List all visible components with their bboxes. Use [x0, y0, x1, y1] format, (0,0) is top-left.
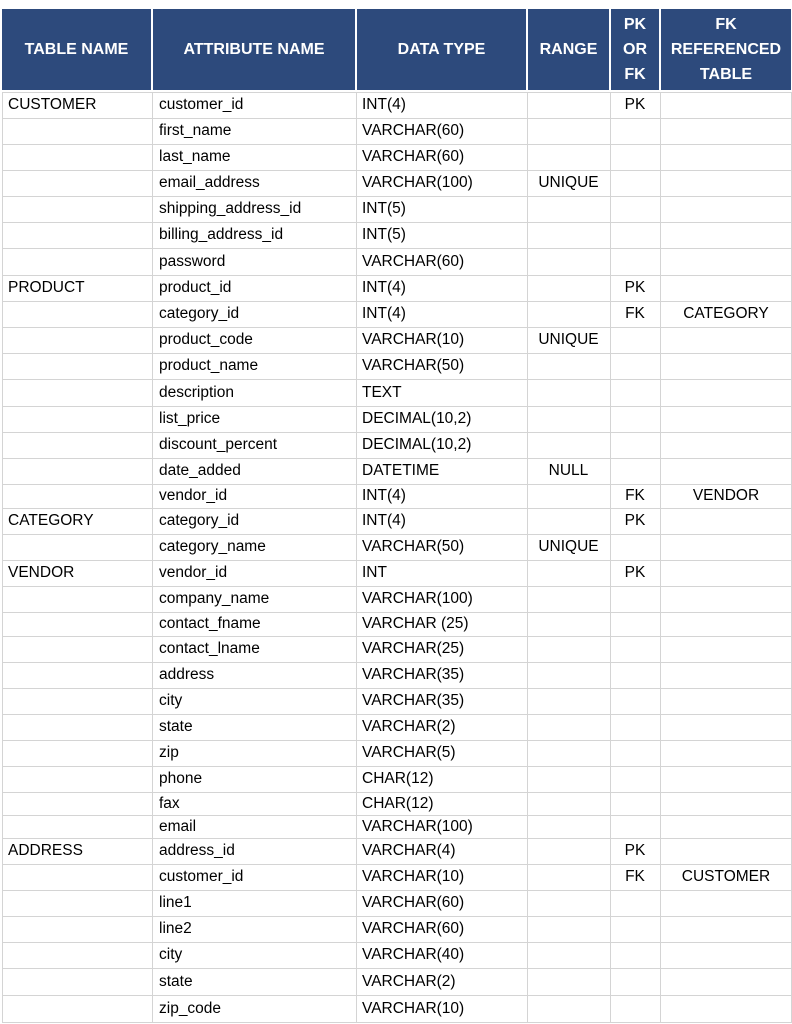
data-type-cell: CHAR(12)	[362, 794, 434, 812]
range-cell: UNIQUE	[538, 174, 599, 191]
attribute-cell: product_code	[159, 331, 253, 348]
header-line: RANGE	[539, 41, 598, 58]
header-line: TABLE NAME	[24, 41, 129, 58]
attribute-cell: phone	[159, 770, 203, 787]
grid-hline	[2, 942, 792, 943]
data-type-cell: VARCHAR(2)	[362, 718, 456, 735]
header-range	[528, 9, 609, 90]
grid-hline	[2, 890, 792, 891]
header-line: ATTRIBUTE NAME	[183, 41, 325, 58]
attribute-cell: category_id	[159, 305, 240, 322]
attribute-cell: line2	[159, 920, 192, 937]
attribute-cell: zip	[159, 744, 179, 761]
data-type-cell: VARCHAR(100)	[362, 590, 473, 607]
table-name-cell: ADDRESS	[8, 842, 83, 859]
attribute-cell: category_id	[159, 512, 240, 529]
data-type-cell: CHAR(12)	[362, 770, 434, 787]
attribute-cell: contact_fname	[159, 615, 261, 632]
attribute-cell: product_name	[159, 357, 259, 374]
data-type-cell: VARCHAR(60)	[362, 252, 465, 270]
grid-hline	[2, 301, 792, 302]
pk-fk-cell: FK	[625, 868, 645, 885]
pk-fk-cell: PK	[624, 279, 646, 296]
table-name-cell: CUSTOMER	[8, 96, 97, 113]
attribute-cell: line1	[159, 894, 192, 911]
attribute-cell: state	[159, 972, 193, 990]
grid-hline	[2, 838, 792, 839]
header-line: OR	[623, 41, 647, 58]
grid-hline	[2, 792, 792, 793]
table-name-cell: VENDOR	[8, 564, 75, 581]
pk-fk-cell: PK	[624, 512, 646, 529]
attribute-cell: vendor_id	[159, 487, 228, 504]
attribute-cell: city	[159, 946, 183, 963]
attribute-cell: password	[159, 252, 226, 270]
attribute-cell: contact_lname	[159, 640, 260, 657]
attribute-cell: date_added	[159, 462, 241, 479]
fk-ref-cell: VENDOR	[692, 487, 760, 504]
attribute-cell: zip_code	[159, 999, 222, 1017]
grid-hline	[2, 714, 792, 715]
data-type-cell: VARCHAR(10)	[362, 999, 465, 1017]
grid-hline	[2, 508, 792, 509]
grid-hline	[2, 222, 792, 223]
table-name-cell: PRODUCT	[8, 279, 85, 296]
data-type-cell: VARCHAR(50)	[362, 357, 465, 374]
fk-ref-cell: CUSTOMER	[681, 868, 771, 885]
grid-vline	[2, 92, 3, 1022]
pk-fk-cell: PK	[624, 96, 646, 113]
header-line: FK	[624, 66, 646, 83]
data-type-cell: INT(5)	[362, 226, 406, 243]
grid-hline	[2, 432, 792, 433]
pk-fk-cell: FK	[625, 305, 645, 322]
data-type-cell: VARCHAR (25)	[362, 615, 469, 632]
pk-fk-cell: PK	[624, 564, 646, 581]
attribute-cell: address_id	[159, 842, 235, 859]
grid-hline	[2, 815, 792, 816]
data-type-cell: VARCHAR(5)	[362, 744, 456, 761]
data-type-cell: DECIMAL(10,2)	[362, 436, 472, 453]
grid-hline	[2, 406, 792, 407]
attribute-cell: customer_id	[159, 868, 244, 885]
range-cell: NULL	[548, 462, 589, 479]
data-type-cell: INT(4)	[362, 487, 406, 504]
grid-hline	[2, 170, 792, 171]
header-line: TABLE	[699, 66, 753, 83]
data-type-cell: VARCHAR(2)	[362, 972, 456, 990]
grid-hline	[2, 968, 792, 969]
attribute-cell: email_address	[159, 174, 260, 191]
data-type-cell: INT(4)	[362, 279, 406, 296]
grid-hline	[2, 560, 792, 561]
attribute-cell: category_name	[159, 538, 266, 555]
grid-hline	[2, 534, 792, 535]
data-type-cell: VARCHAR(40)	[362, 946, 465, 963]
attribute-cell: customer_id	[159, 96, 244, 113]
header-line: PK	[623, 16, 647, 33]
grid-hline	[2, 144, 792, 145]
fk-ref-cell: CATEGORY	[683, 305, 769, 322]
attribute-cell: company_name	[159, 590, 270, 607]
grid-hline	[2, 636, 792, 637]
data-type-cell: INT	[362, 564, 387, 581]
grid-hline	[2, 916, 792, 917]
data-type-cell: INT(5)	[362, 200, 406, 217]
header-line: FK	[715, 16, 737, 33]
data-type-cell: VARCHAR(50)	[362, 538, 465, 555]
attribute-cell: address	[159, 666, 215, 683]
grid-hline	[2, 458, 792, 459]
grid-vline	[152, 92, 153, 1022]
data-type-cell: VARCHAR(60)	[362, 122, 465, 139]
data-type-cell: DATETIME	[362, 462, 440, 479]
header-pkfk	[611, 9, 659, 90]
header-attr	[153, 9, 355, 90]
attribute-cell: fax	[159, 794, 180, 812]
data-type-cell: VARCHAR(35)	[362, 666, 465, 683]
grid-hline	[2, 353, 792, 354]
pk-fk-cell: PK	[624, 842, 646, 859]
range-cell: UNIQUE	[538, 331, 599, 348]
data-type-cell: TEXT	[362, 383, 402, 401]
grid-hline	[2, 688, 792, 689]
grid-hline	[2, 118, 792, 119]
data-type-cell: VARCHAR(10)	[362, 868, 465, 885]
header-ref	[661, 9, 791, 90]
attribute-cell: last_name	[159, 148, 231, 165]
header-line: REFERENCED	[670, 41, 782, 58]
grid-hline	[2, 484, 792, 485]
grid-hline	[2, 586, 792, 587]
data-type-cell: INT(4)	[362, 512, 406, 529]
data-type-cell: INT(4)	[362, 305, 406, 322]
grid-hline	[2, 248, 792, 249]
grid-hline	[2, 196, 792, 197]
attribute-cell: list_price	[159, 410, 221, 427]
attribute-cell: first_name	[159, 122, 232, 139]
attribute-cell: description	[159, 383, 234, 401]
pk-fk-cell: FK	[625, 487, 645, 504]
attribute-cell: vendor_id	[159, 564, 228, 581]
attribute-cell: state	[159, 718, 193, 735]
range-cell: UNIQUE	[538, 538, 599, 555]
grid-hline	[2, 740, 792, 741]
grid-vline	[527, 92, 528, 1022]
data-type-cell: VARCHAR(60)	[362, 894, 465, 911]
grid-hline	[2, 379, 792, 380]
data-type-cell: VARCHAR(35)	[362, 692, 465, 709]
grid-hline	[2, 1022, 792, 1023]
data-type-cell: VARCHAR(10)	[362, 331, 465, 348]
data-type-cell: VARCHAR(60)	[362, 148, 465, 165]
attribute-cell: city	[159, 692, 183, 709]
grid-hline	[2, 662, 792, 663]
data-type-cell: VARCHAR(25)	[362, 640, 465, 657]
grid-hline	[2, 92, 792, 93]
header-type	[357, 9, 526, 90]
grid-vline	[356, 92, 357, 1022]
header-line: DATA TYPE	[397, 41, 486, 58]
table-name-cell: CATEGORY	[8, 512, 94, 529]
attribute-cell: product_id	[159, 279, 232, 296]
attribute-cell: shipping_address_id	[159, 200, 302, 217]
attribute-cell: discount_percent	[159, 436, 278, 453]
attribute-cell: billing_address_id	[159, 226, 284, 243]
data-type-cell: DECIMAL(10,2)	[362, 410, 472, 427]
grid-hline	[2, 327, 792, 328]
data-type-cell: VARCHAR(100)	[362, 817, 473, 835]
data-type-cell: VARCHAR(4)	[362, 842, 456, 859]
grid-hline	[2, 864, 792, 865]
data-type-cell: VARCHAR(100)	[362, 174, 473, 191]
attribute-cell: email	[159, 817, 197, 835]
data-type-cell: INT(4)	[362, 96, 406, 113]
grid-hline	[2, 766, 792, 767]
grid-hline	[2, 995, 792, 996]
grid-hline	[2, 612, 792, 613]
grid-hline	[2, 275, 792, 276]
data-type-cell: VARCHAR(60)	[362, 920, 465, 937]
header-table	[2, 9, 151, 90]
